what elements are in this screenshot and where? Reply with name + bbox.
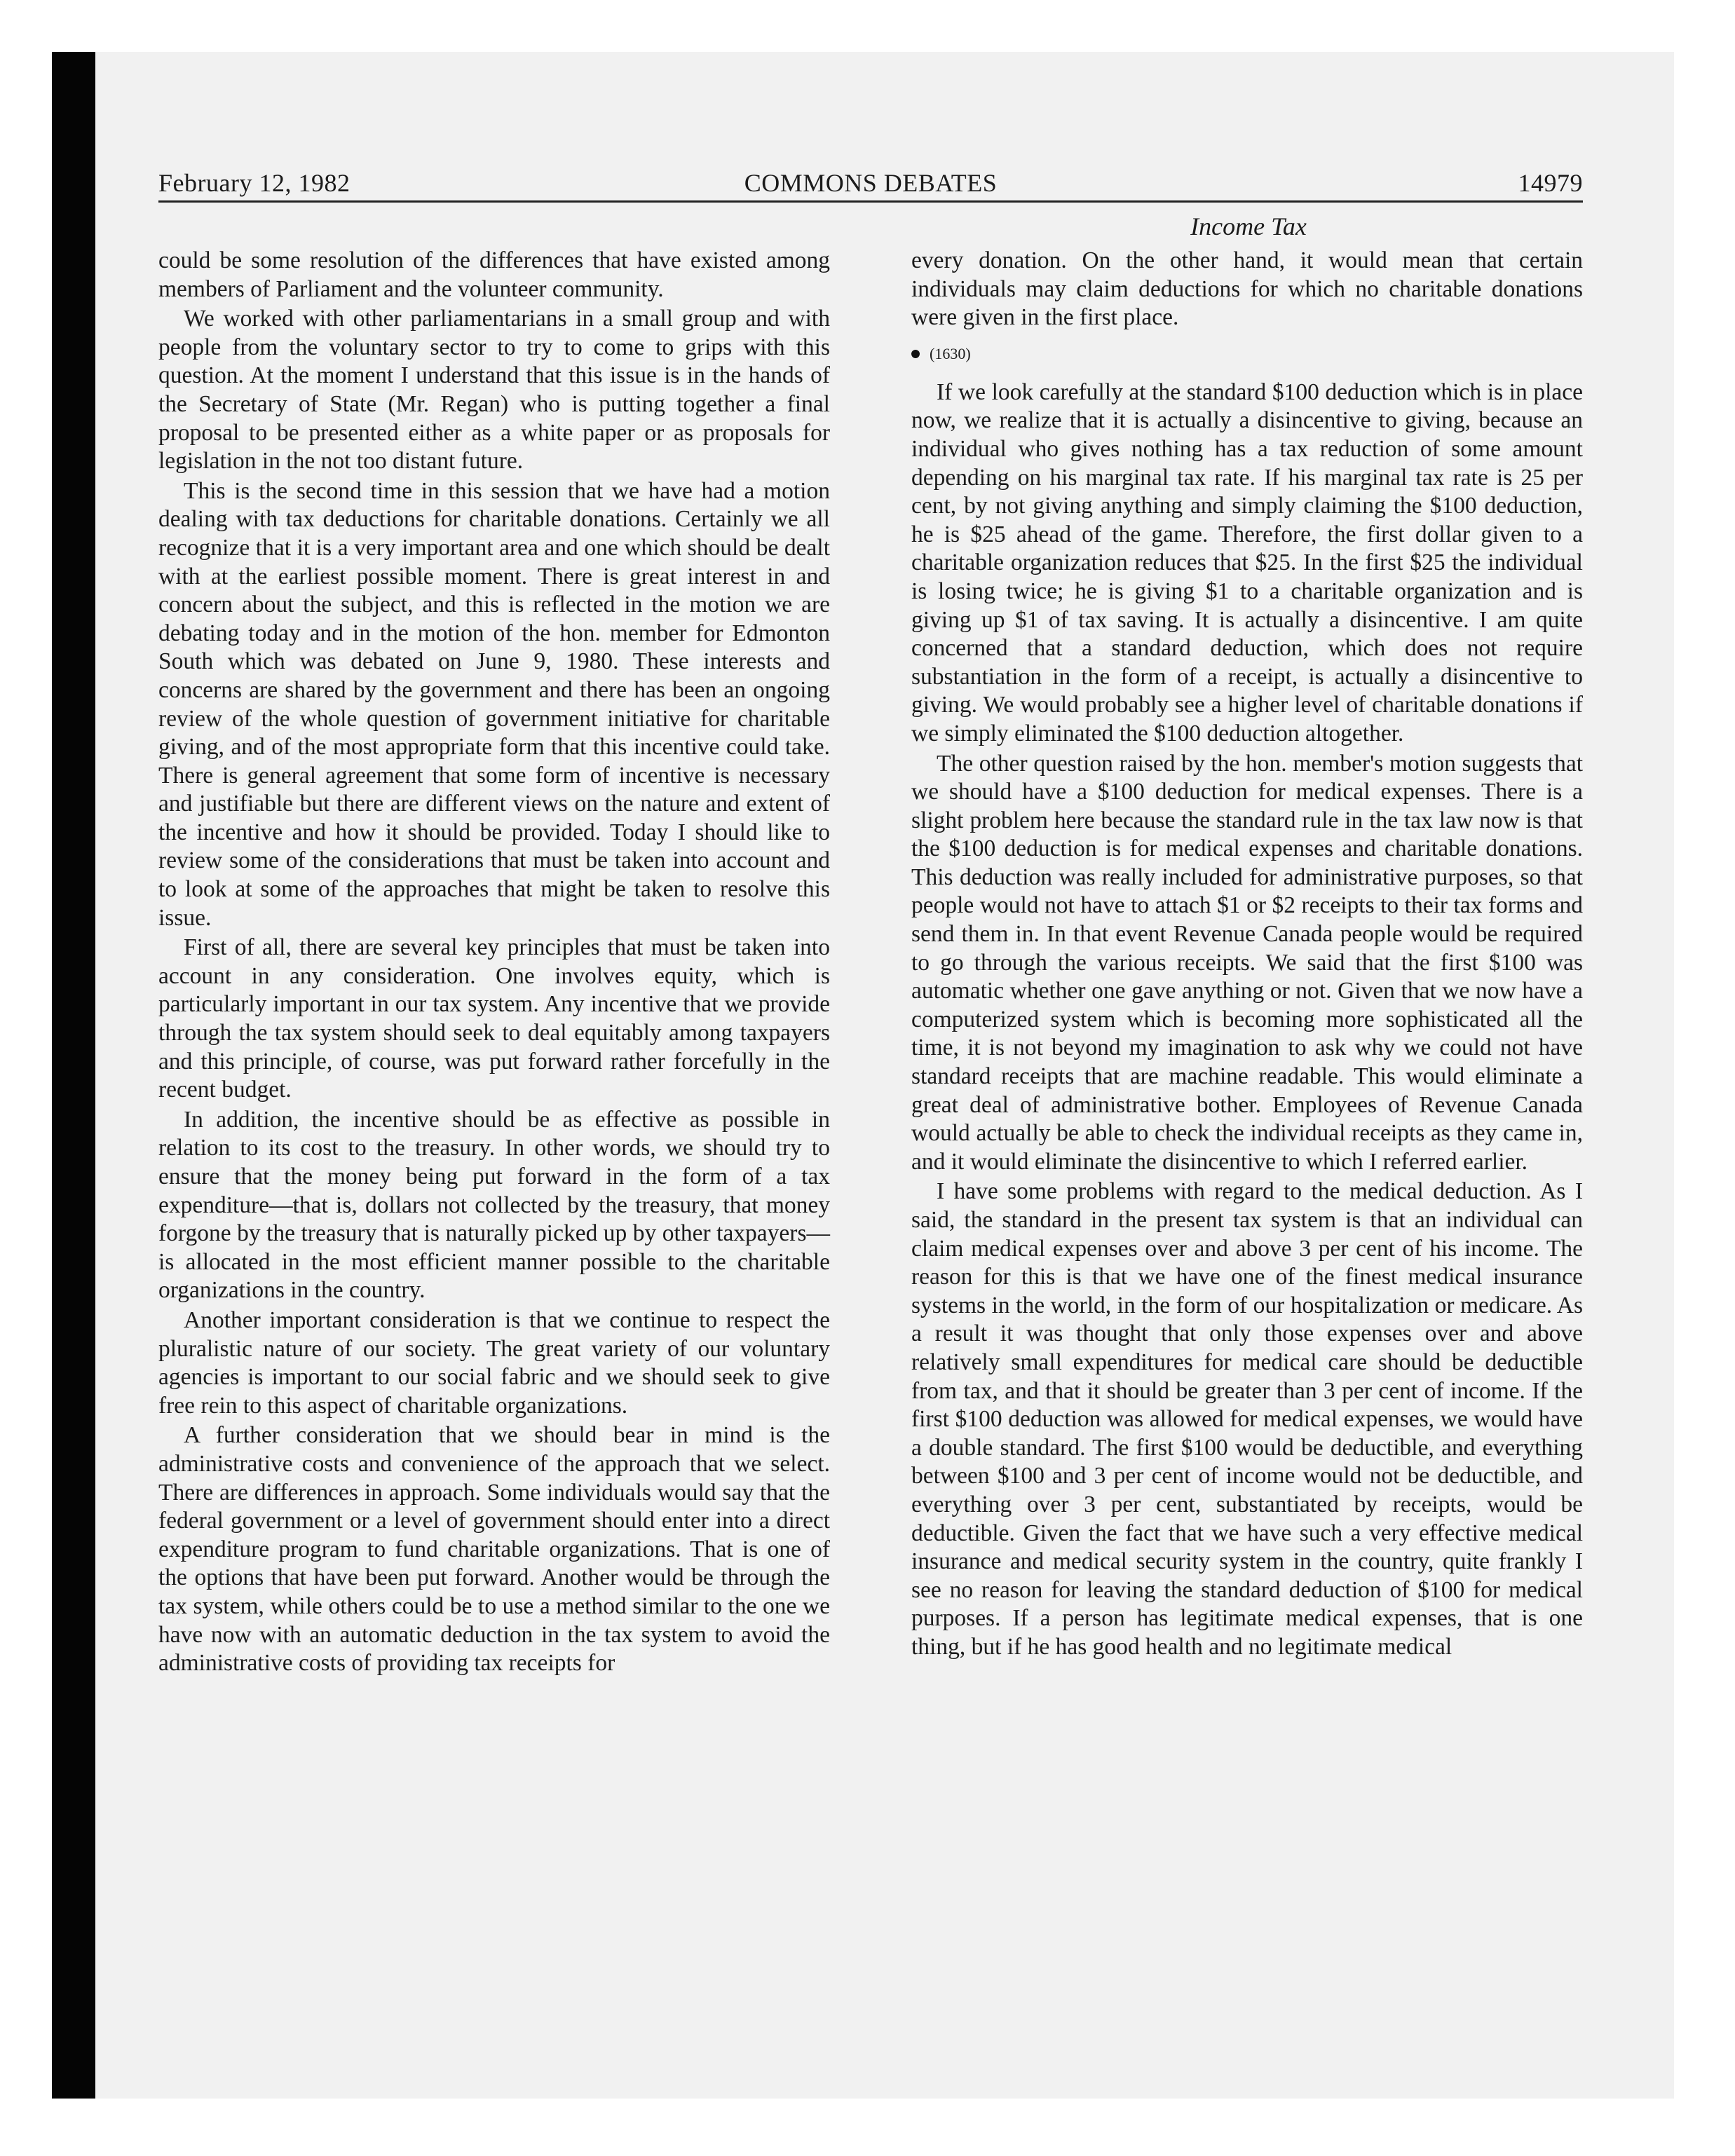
paragraph: could be some resolution of the differences that have existed among members of Parliament and the volunteer community. <box>158 247 830 302</box>
document-page <box>95 52 1674 2099</box>
right-column <box>911 247 1583 1663</box>
time-marker-label: (1630) <box>930 344 971 362</box>
paragraph: Another important consideration is that we continue to respect the pluralistic nature of our society. The great variety of our voluntary agencies is important to our social fabric and we should seek to give free rein to this aspect of charitable organizations. <box>158 1306 830 1419</box>
paragraph: A further consideration that we should bear in mind is the administrative costs and convenience of the approach that we select. There are differences in approach. Some individuals would say that the federal government or a level of government should enter into a direct expenditure program to fund charitable organizations. That is one of the options that have been put forward. Another would be through the tax system, while others could be to use a method similar to the one we have now with an automatic deduction in the tax system to avoid the administrative costs of providing tax receipts for <box>158 1422 830 1677</box>
scan-edge <box>52 52 95 2099</box>
page-header <box>158 158 1583 203</box>
paragraph: If we look carefully at the standard $100 deduction which is in place now, we realize that it is actually a disincentive to giving, because an individual who gives nothing has a tax reduction of some amount depending on his marginal tax rate. If his marginal tax rate is 25 per cent, by not giving anything and simply claiming the $100 deduction, he is $25 ahead of the game. Therefore, the first dollar given to a charitable organization reduces that $25. In the first $25 the individual is losing twice; he is giving $1 to a charitable organization and is giving up $1 of tax saving. It is actually a disincentive. I am quite concerned that a standard deduction, which does not require substantiation in the form of a receipt, is actually a disincentive to giving. We would probably see a higher level of charitable donations if we simply eliminated the $100 deduction altogether. <box>911 378 1583 746</box>
paragraph: First of all, there are several key principles that must be taken into account in any consideration. One involves equity, which is particularly important in our tax system. Any incentive that we provide through the tax system should seek to deal equitably among taxpayers and this principle, of course, was put forward rather forcefully in the recent budget. <box>158 934 830 1103</box>
bullet-dot-icon <box>911 350 920 358</box>
paragraph: This is the second time in this session that we have had a motion dealing with tax deductions for charitable donations. Certainly we all recognize that it is a very important area and one which should be dealt with at the earliest possible moment. There is great interest in and concern about the subject, and this is reflected in the motion we are debating today and in the motion of the hon. member for Edmonton South which was debated on June 9, 1980. These interests and concerns are shared by the government and there has been an ongoing review of the whole question of government initiative for charitable giving, and of the most appropriate form that this incentive could take. There is general agreement that some form of incentive is necessary and justifiable but there are different views on the nature and extent of the incentive and how it should be provided. Today I should like to review some of the considerations that must be taken into account and to look at some of the approaches that might be taken to resolve this issue. <box>158 477 830 931</box>
header-publication: COMMONS DEBATES <box>744 169 998 197</box>
time-marker <box>911 343 1583 364</box>
paragraph: The other question raised by the hon. member's motion suggests that we should have a $100 deduction for medical expenses. There is a slight problem here because the standard rule in the tax law now is that the $100 deduction is for medical expenses and charitable donations. This deduction was really included for administrative purposes, so that people would not have to attach $1 or $2 receipts to their tax forms and send them in. In that event Revenue Canada people would be required to go through the various receipts. We said that the first $100 was automatic whether one gave anything or not. Given that we now have a computerized system which is becoming more sophisticated all the time, it is not beyond my imagination to ask why we could not have standard receipts that are machine readable. This would eliminate a great deal of administrative bother. Employees of Revenue Canada would actually be able to check the individual receipts as they came in, and it would eliminate the disincentive to which I referred earlier. <box>911 750 1583 1175</box>
header-page-number: 14979 <box>1518 169 1583 197</box>
left-column <box>158 247 830 1679</box>
section-title: Income Tax <box>1190 212 1307 240</box>
paragraph: I have some problems with regard to the medical deduction. As I said, the standard in the present tax system is that an individual can claim medical expenses over and above 3 per cent of his income. The reason for this is that we have one of the finest medical insurance systems in the world, in the form of our hospitalization or medicare. As a result it was thought that only those expenses over and above relatively small expenditures for medical care should be deductible from tax, and that it should be greater than 3 per cent of income. If the first $100 deduction was allowed for medical expenses, we would have a double standard. The first $100 would be deductible, and everything between $100 and 3 per cent of income would not be deductible, and everything over 3 per cent, substantiated by receipts, would be deductible. Given the fact that we have such a very effective medical insurance and medical security system in the country, quite frankly I see no reason for leaving the standard deduction of $100 for medical purposes. If a person has legitimate medical expenses, that is one thing, but if he has good health and no legitimate medical <box>911 1178 1583 1660</box>
paragraph: every donation. On the other hand, it would mean that certain individuals may claim deductions for which no charitable donations were given in the first place. <box>911 247 1583 331</box>
paragraph: In addition, the incentive should be as effective as possible in relation to its cost to the treasury. In other words, we should try to ensure that the money being put forward in the form of a tax expenditure—that is, dollars not collected by the treasury, that money forgone by the treasury that is naturally picked up by other taxpayers—is allocated in the most efficient manner possible to the charitable organizations in the country. <box>158 1106 830 1304</box>
header-date: February 12, 1982 <box>158 169 351 197</box>
paragraph: We worked with other parliamentarians in a small group and with people from the voluntary sector to try to come to grips with this question. At the moment I understand that this issue is in the hands of the Secretary of State (Mr. Regan) who is putting together a final proposal to be presented either as a white paper or as proposals for legislation in the not too distant future. <box>158 306 830 475</box>
